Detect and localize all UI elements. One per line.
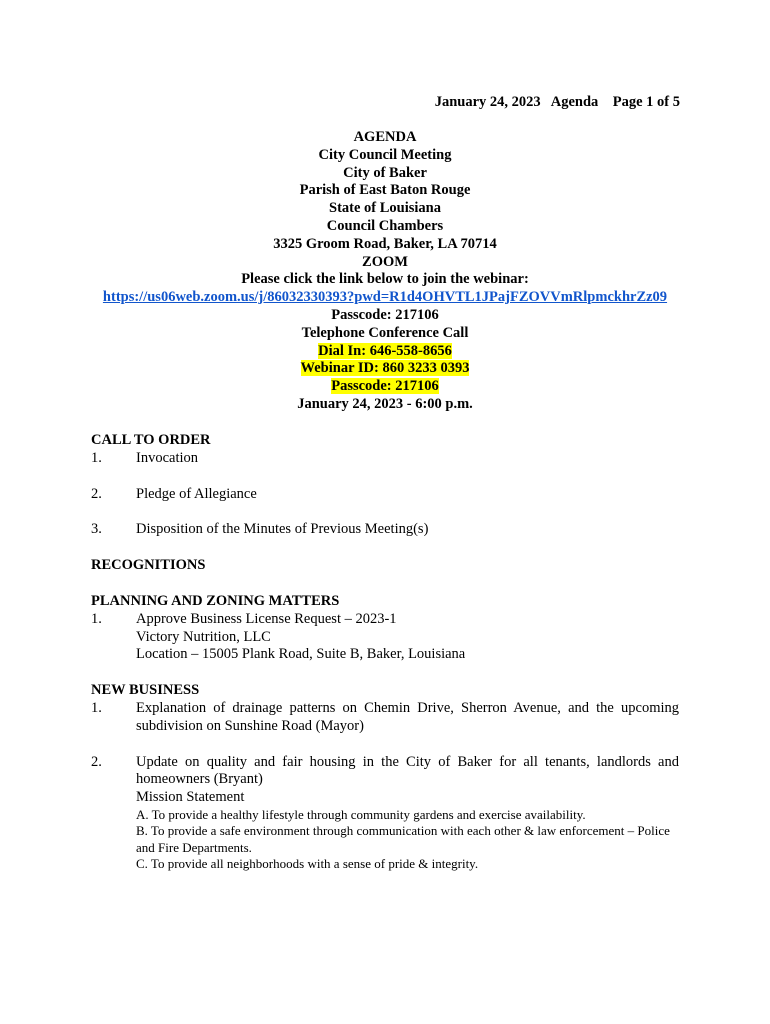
list-item [91, 450, 679, 468]
telephone-label: Telephone Conference Call [301, 324, 469, 341]
list-item [91, 521, 679, 539]
page-header: January 24, 2023 Agenda Page 1 of 5 [434, 94, 680, 110]
list-item [91, 486, 679, 504]
item-text: Disposition of the Minutes of Previous Meeting(s) [136, 521, 429, 538]
item-number: 2. [91, 485, 102, 502]
agenda-title: AGENDA [353, 129, 417, 145]
item-text: Pledge of Allegiance [136, 485, 257, 502]
list-item [91, 611, 679, 664]
item-text: Update on quality and fair housing in the City of Baker for all tenants, landlords and homeowners (Bryant) [136, 753, 679, 788]
mission-point-a: A. To provide a healthy lifestyle through community gardens and exercise availability. [136, 806, 586, 822]
venue-name: Council Chambers [326, 217, 444, 234]
item-text: Invocation [136, 449, 199, 466]
venue-address: 3325 Groom Road, Baker, LA 70714 [273, 235, 497, 252]
meeting-datetime: January 24, 2023 - 6:00 p.m. [297, 395, 473, 412]
mission-statement-label: Mission Statement [136, 789, 245, 806]
webinar-id: Webinar ID: 860 3233 0393 [300, 360, 470, 377]
passcode-highlighted: Passcode: 217106 [331, 378, 439, 395]
city-name: City of Baker [343, 164, 427, 181]
mission-point-c: C. To provide all neighborhoods with a sense of pride & integrity. [136, 856, 479, 872]
webinar-instruction: Please click the link below to join the webinar: [241, 271, 529, 288]
title-block [0, 129, 770, 414]
item-text: Explanation of drainage patterns on Chemin Drive, Sherron Avenue, and the upcoming subdivision on Sunshine Road (Mayor) [136, 699, 679, 734]
item-number: 2. [91, 753, 102, 770]
license-request: Approve Business License Request – 2023-1 [136, 610, 397, 627]
new-business-heading: NEW BUSINESS [91, 682, 200, 699]
zoom-label: ZOOM [362, 253, 408, 270]
agenda-body [91, 432, 679, 873]
dial-in-number: Dial In: 646-558-8656 [318, 342, 452, 359]
webinar-link[interactable]: https://us06web.zoom.us/j/86032330393?pwd=R1d4OHVTL1JPajFZOVVmRlpmckhrZz09 [102, 289, 668, 306]
list-item [91, 700, 679, 736]
item-number: 1. [91, 610, 102, 627]
item-number: 3. [91, 521, 102, 538]
business-name: Victory Nutrition, LLC [136, 628, 271, 645]
call-to-order-heading: CALL TO ORDER [91, 432, 211, 448]
state-name: State of Louisiana [329, 200, 441, 217]
item-number: 1. [91, 449, 102, 466]
parish-name: Parish of East Baton Rouge [299, 182, 471, 199]
meeting-name: City Council Meeting [318, 146, 452, 163]
mission-point-b: B. To provide a safe environment through communication with each other & law enforcement – Police and Fire Departments. [136, 823, 670, 855]
planning-heading: PLANNING AND ZONING MATTERS [91, 592, 340, 609]
list-item [91, 754, 679, 873]
passcode: Passcode: 217106 [331, 306, 439, 323]
business-location: Location – 15005 Plank Road, Suite B, Baker, Louisiana [136, 646, 466, 663]
item-number: 1. [91, 699, 102, 716]
recognitions-heading: RECOGNITIONS [91, 557, 206, 574]
